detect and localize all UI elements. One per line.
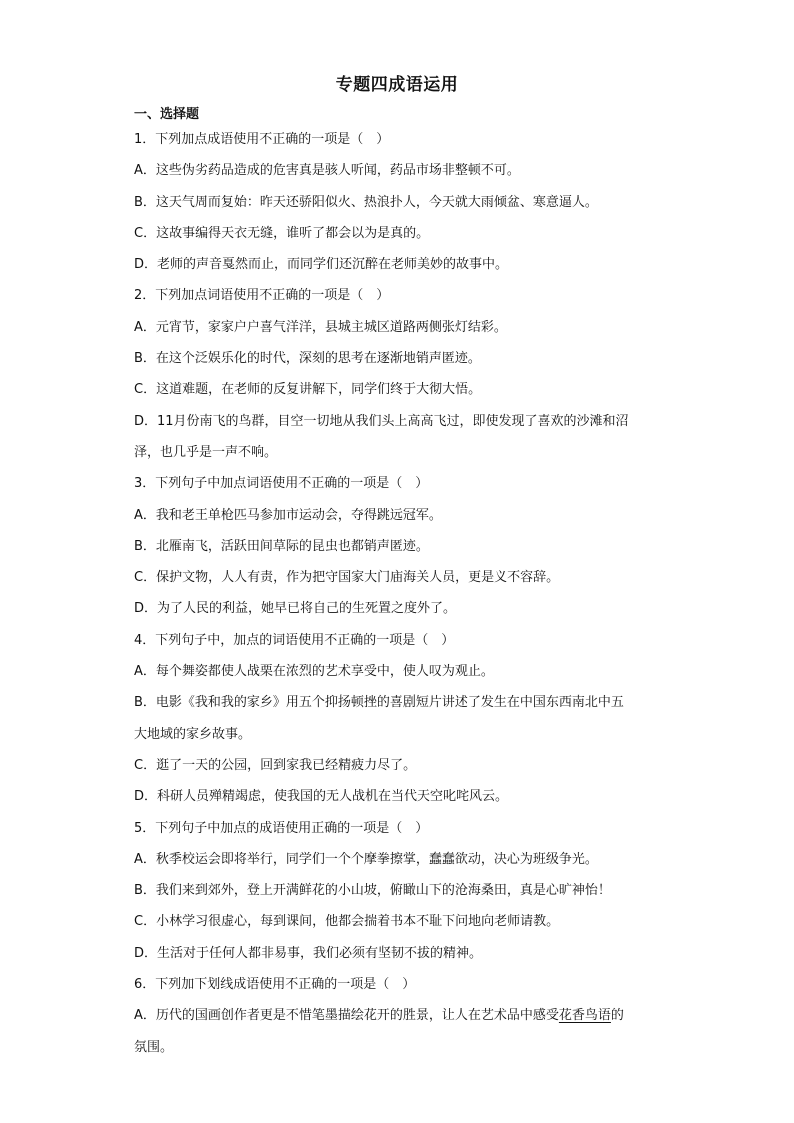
option-line: B．这天气周而复始：昨天还骄阳似火、热浪扑人，今天就大雨倾盆、寒意逼人。 bbox=[134, 194, 598, 210]
option-line: A．这些伪劣药品造成的危害真是骇人听闻，药品市场非整顿不可。 bbox=[134, 163, 520, 179]
underlined-idiom: 花香鸟语 bbox=[558, 1008, 611, 1024]
option-line: D．11月份南飞的鸟群，目空一切地从我们头上高高飞过，即使发现了喜欢的沙滩和沼 bbox=[134, 413, 629, 429]
option-text: A．历代的国画创作者更是不惜笔墨描绘花开的胜景，让人在艺术品中感受 bbox=[134, 1008, 559, 1024]
question-list bbox=[134, 124, 664, 1063]
question-line: 3．下列句子中加点词语使用不正确的一项是（ ） bbox=[134, 476, 429, 492]
option-line: D．科研人员殚精竭虑，使我国的无人战机在当代天空叱咤风云。 bbox=[134, 789, 509, 805]
option-line: B．北雁南飞，活跃田间草际的昆虫也都销声匿迹。 bbox=[134, 538, 429, 554]
page-title: 专题四成语运用 bbox=[335, 75, 459, 95]
option-line: D．为了人民的利益，她早已将自己的生死置之度外了。 bbox=[134, 601, 457, 617]
option-line: C．保护文物，人人有责，作为把守国家大门庙海关人员，更是义不容辞。 bbox=[134, 570, 560, 586]
option-line: C．这道难题，在老师的反复讲解下，同学们终于大彻大悟。 bbox=[134, 382, 482, 398]
option-line: A．元宵节，家家户户喜气洋洋，县城主城区道路两侧张灯结彩。 bbox=[134, 319, 507, 335]
option-line: C．逛了一天的公园，回到家我已经精疲力尽了。 bbox=[134, 757, 417, 773]
option-line: A．秋季校运会即将举行，同学们一个个摩拳擦掌，蠢蠢欲动，决心为班级争光。 bbox=[134, 851, 598, 867]
option-line: D．生活对于任何人都非易事，我们必须有坚韧不拔的精神。 bbox=[134, 945, 483, 961]
option-line: A．我和老王单枪匹马参加市运动会，夺得跳远冠军。 bbox=[134, 507, 442, 523]
option-line: B．我们来到郊外，登上开满鲜花的小山坡，俯瞰山下的沧海桑田，真是心旷神怡！ bbox=[134, 883, 611, 899]
option-line: B．电影《我和我的家乡》用五个抑扬顿挫的喜剧短片讲述了发生在中国东西南北中五 bbox=[134, 695, 624, 711]
option-line bbox=[134, 1000, 664, 1031]
option-line-continued: 大地域的家乡故事。 bbox=[134, 726, 252, 742]
option-line: C．小林学习很虚心，每到课间，他都会揣着书本不耻下问地向老师请教。 bbox=[134, 914, 560, 930]
option-line: D．老师的声音戛然而止，而同学们还沉醉在老师美妙的故事中。 bbox=[134, 257, 509, 273]
option-text-end: 的 bbox=[610, 1008, 624, 1024]
option-line-continued: 泽，也几乎是一声不响。 bbox=[134, 444, 278, 460]
question-line: 1．下列加点成语使用不正确的一项是（ ） bbox=[134, 132, 390, 147]
question-line: 5．下列句子中加点的成语使用正确的一项是（ ） bbox=[134, 820, 429, 836]
option-line-continued: 氛围。 bbox=[134, 1039, 174, 1055]
option-line: C．这故事编得天衣无缝，谁听了都会以为是真的。 bbox=[134, 225, 430, 241]
question-line: 6．下列加下划线成语使用不正确的一项是（ ） bbox=[134, 977, 416, 993]
option-line: A．每个舞姿都使人战栗在浓烈的艺术享受中，使人叹为观止。 bbox=[134, 664, 494, 680]
section-heading: 一、选择题 bbox=[134, 107, 200, 122]
question-line: 4．下列句子中，加点的词语使用不正确的一项是（ ） bbox=[134, 632, 455, 648]
question-line: 2．下列加点词语使用不正确的一项是（ ） bbox=[134, 288, 390, 304]
option-line: B．在这个泛娱乐化的时代，深刻的思考在逐渐地销声匿迹。 bbox=[134, 351, 481, 367]
